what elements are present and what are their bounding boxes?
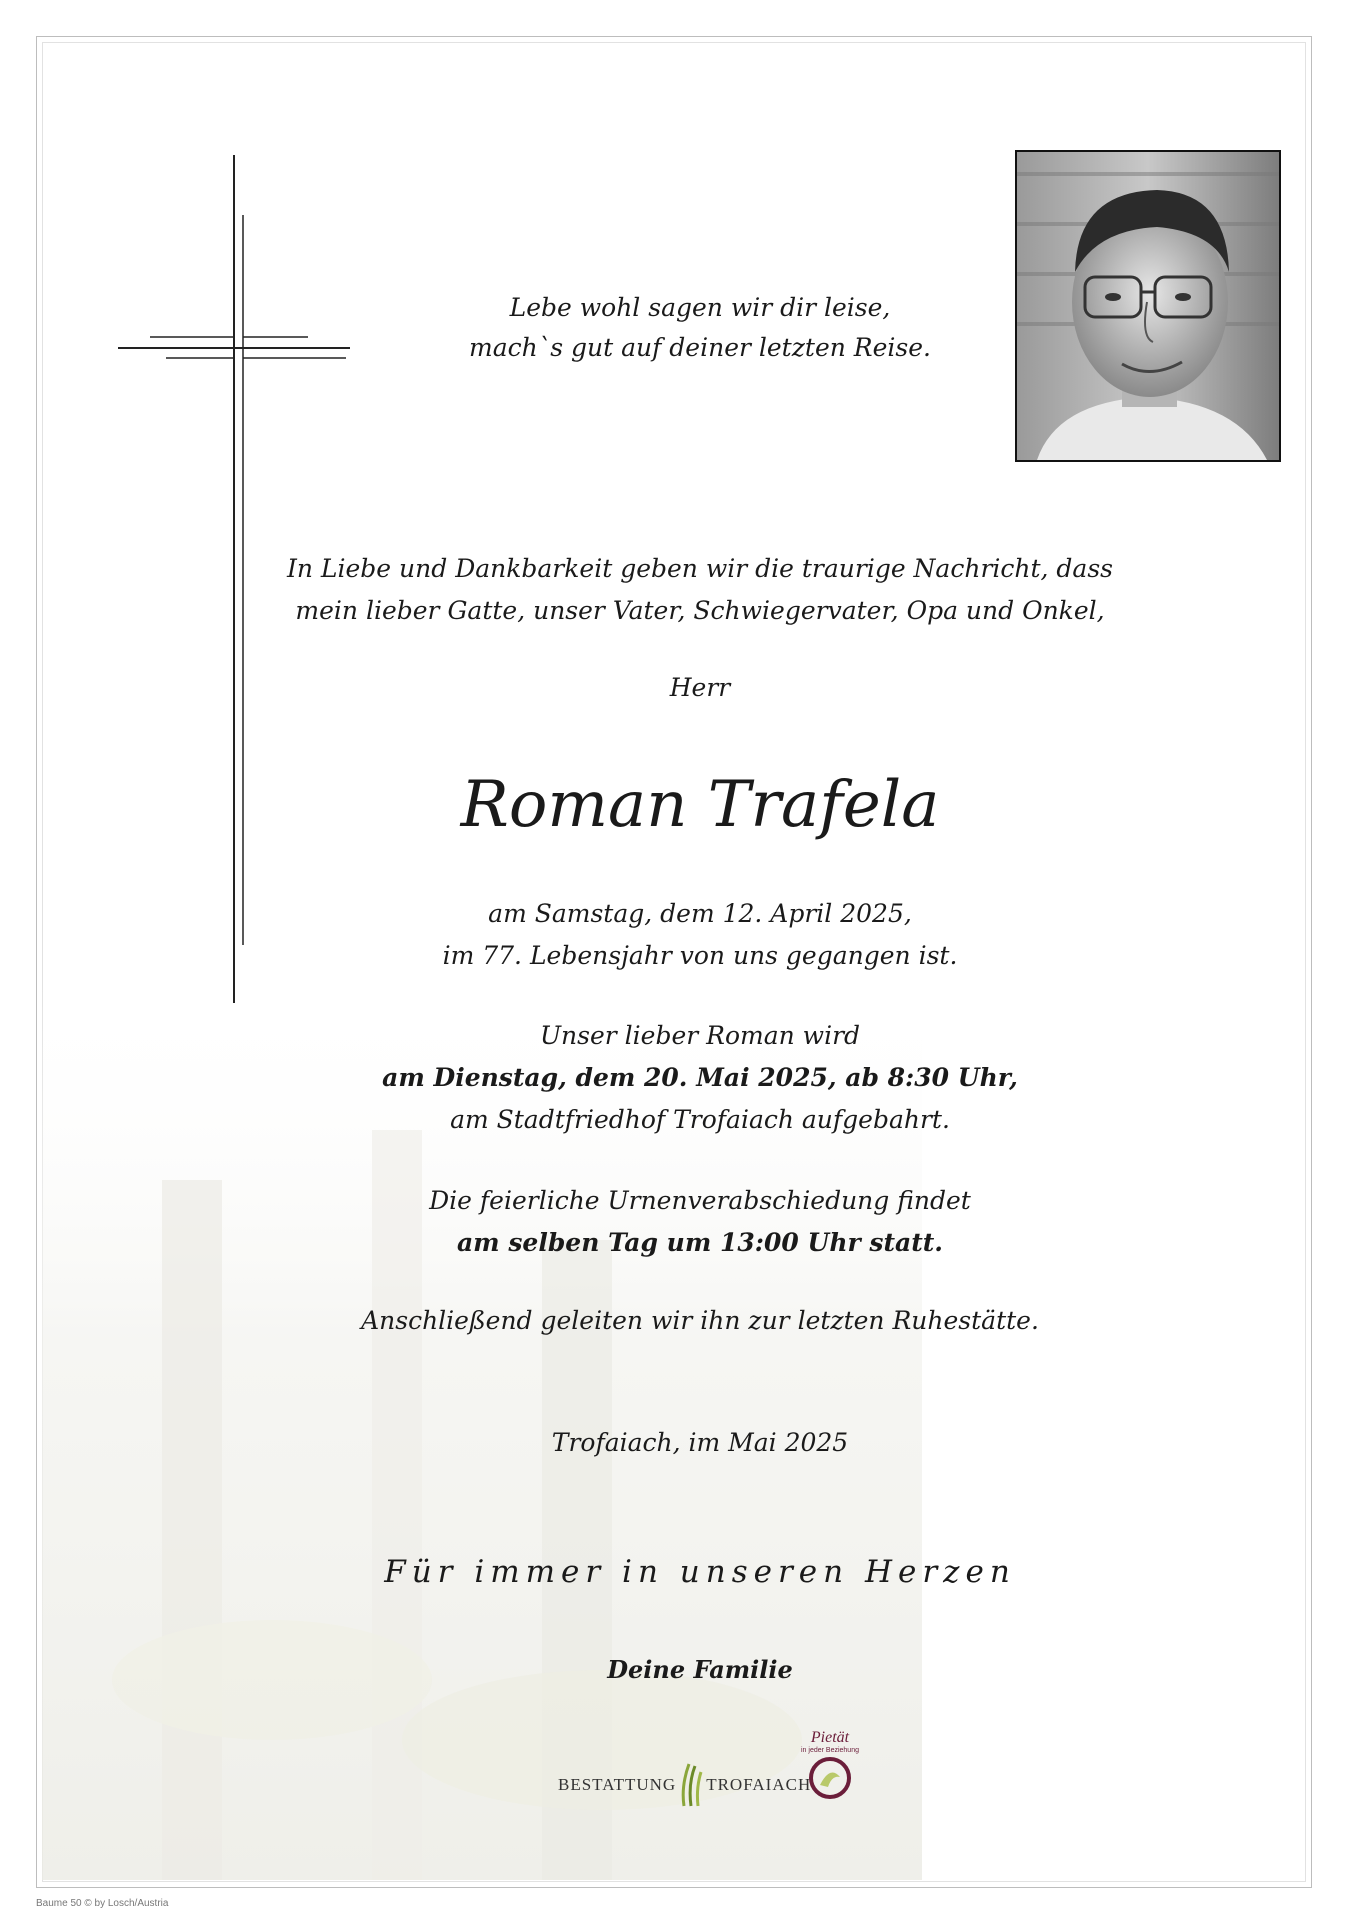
logo-text-left: BESTATTUNG (558, 1775, 677, 1794)
viewing-line-1: Unser lieber Roman wird (539, 1021, 861, 1050)
farewell-verse (200, 288, 1200, 368)
death-notice (200, 893, 1200, 977)
salutation: Herr (669, 673, 731, 702)
verse-line-1: Lebe wohl sagen wir dir leise, (509, 293, 891, 322)
age-line: im 77. Lebensjahr von uns gegangen ist. (442, 941, 958, 970)
ceremony-time-line: am selben Tag um 13:00 Uhr statt. (456, 1228, 943, 1257)
logo-text-right: TROFAIACH (706, 1775, 812, 1794)
memorial-motto: Für immer in unseren Herzen (384, 1554, 1016, 1590)
announcement (200, 548, 1200, 632)
template-credit: Baume 50 © by Losch/Austria (36, 1898, 169, 1909)
pietat-logo-name: Pietät (810, 1729, 850, 1746)
death-date-line: am Samstag, dem 12. April 2025, (488, 899, 912, 928)
announcement-line-1: In Liebe und Dankbarkeit geben wir die traurige Nachricht, dass (286, 554, 1113, 583)
pietat-emblem-icon (806, 1755, 854, 1801)
viewing-details (200, 1015, 1200, 1141)
closing-line: Anschließend geleiten wir ihn zur letzten Ruhestätte. (361, 1306, 1039, 1335)
verse-line-2: mach`s gut auf deiner letzten Reise. (469, 333, 931, 362)
bestattung-trofaiach-logo (558, 1760, 811, 1810)
pietat-logo (795, 1730, 865, 1810)
deceased-name: Roman Trafela (460, 768, 940, 842)
family-signature: Deine Familie (607, 1655, 793, 1684)
viewing-date-line: am Dienstag, dem 20. Mai 2025, ab 8:30 Uhr, (382, 1063, 1018, 1092)
place-date: Trofaiach, im Mai 2025 (551, 1428, 849, 1457)
ceremony-line-1: Die feierliche Urnenverabschiedung findet (429, 1186, 971, 1215)
wheat-icon (679, 1762, 703, 1808)
viewing-place-line: am Stadtfriedhof Trofaiach aufgebahrt. (450, 1105, 950, 1134)
announcement-line-2: mein lieber Gatte, unser Vater, Schwiegervater, Opa und Onkel, (295, 596, 1105, 625)
pietat-logo-subtitle: in jeder Beziehung (801, 1747, 859, 1754)
ceremony-details (200, 1180, 1200, 1264)
